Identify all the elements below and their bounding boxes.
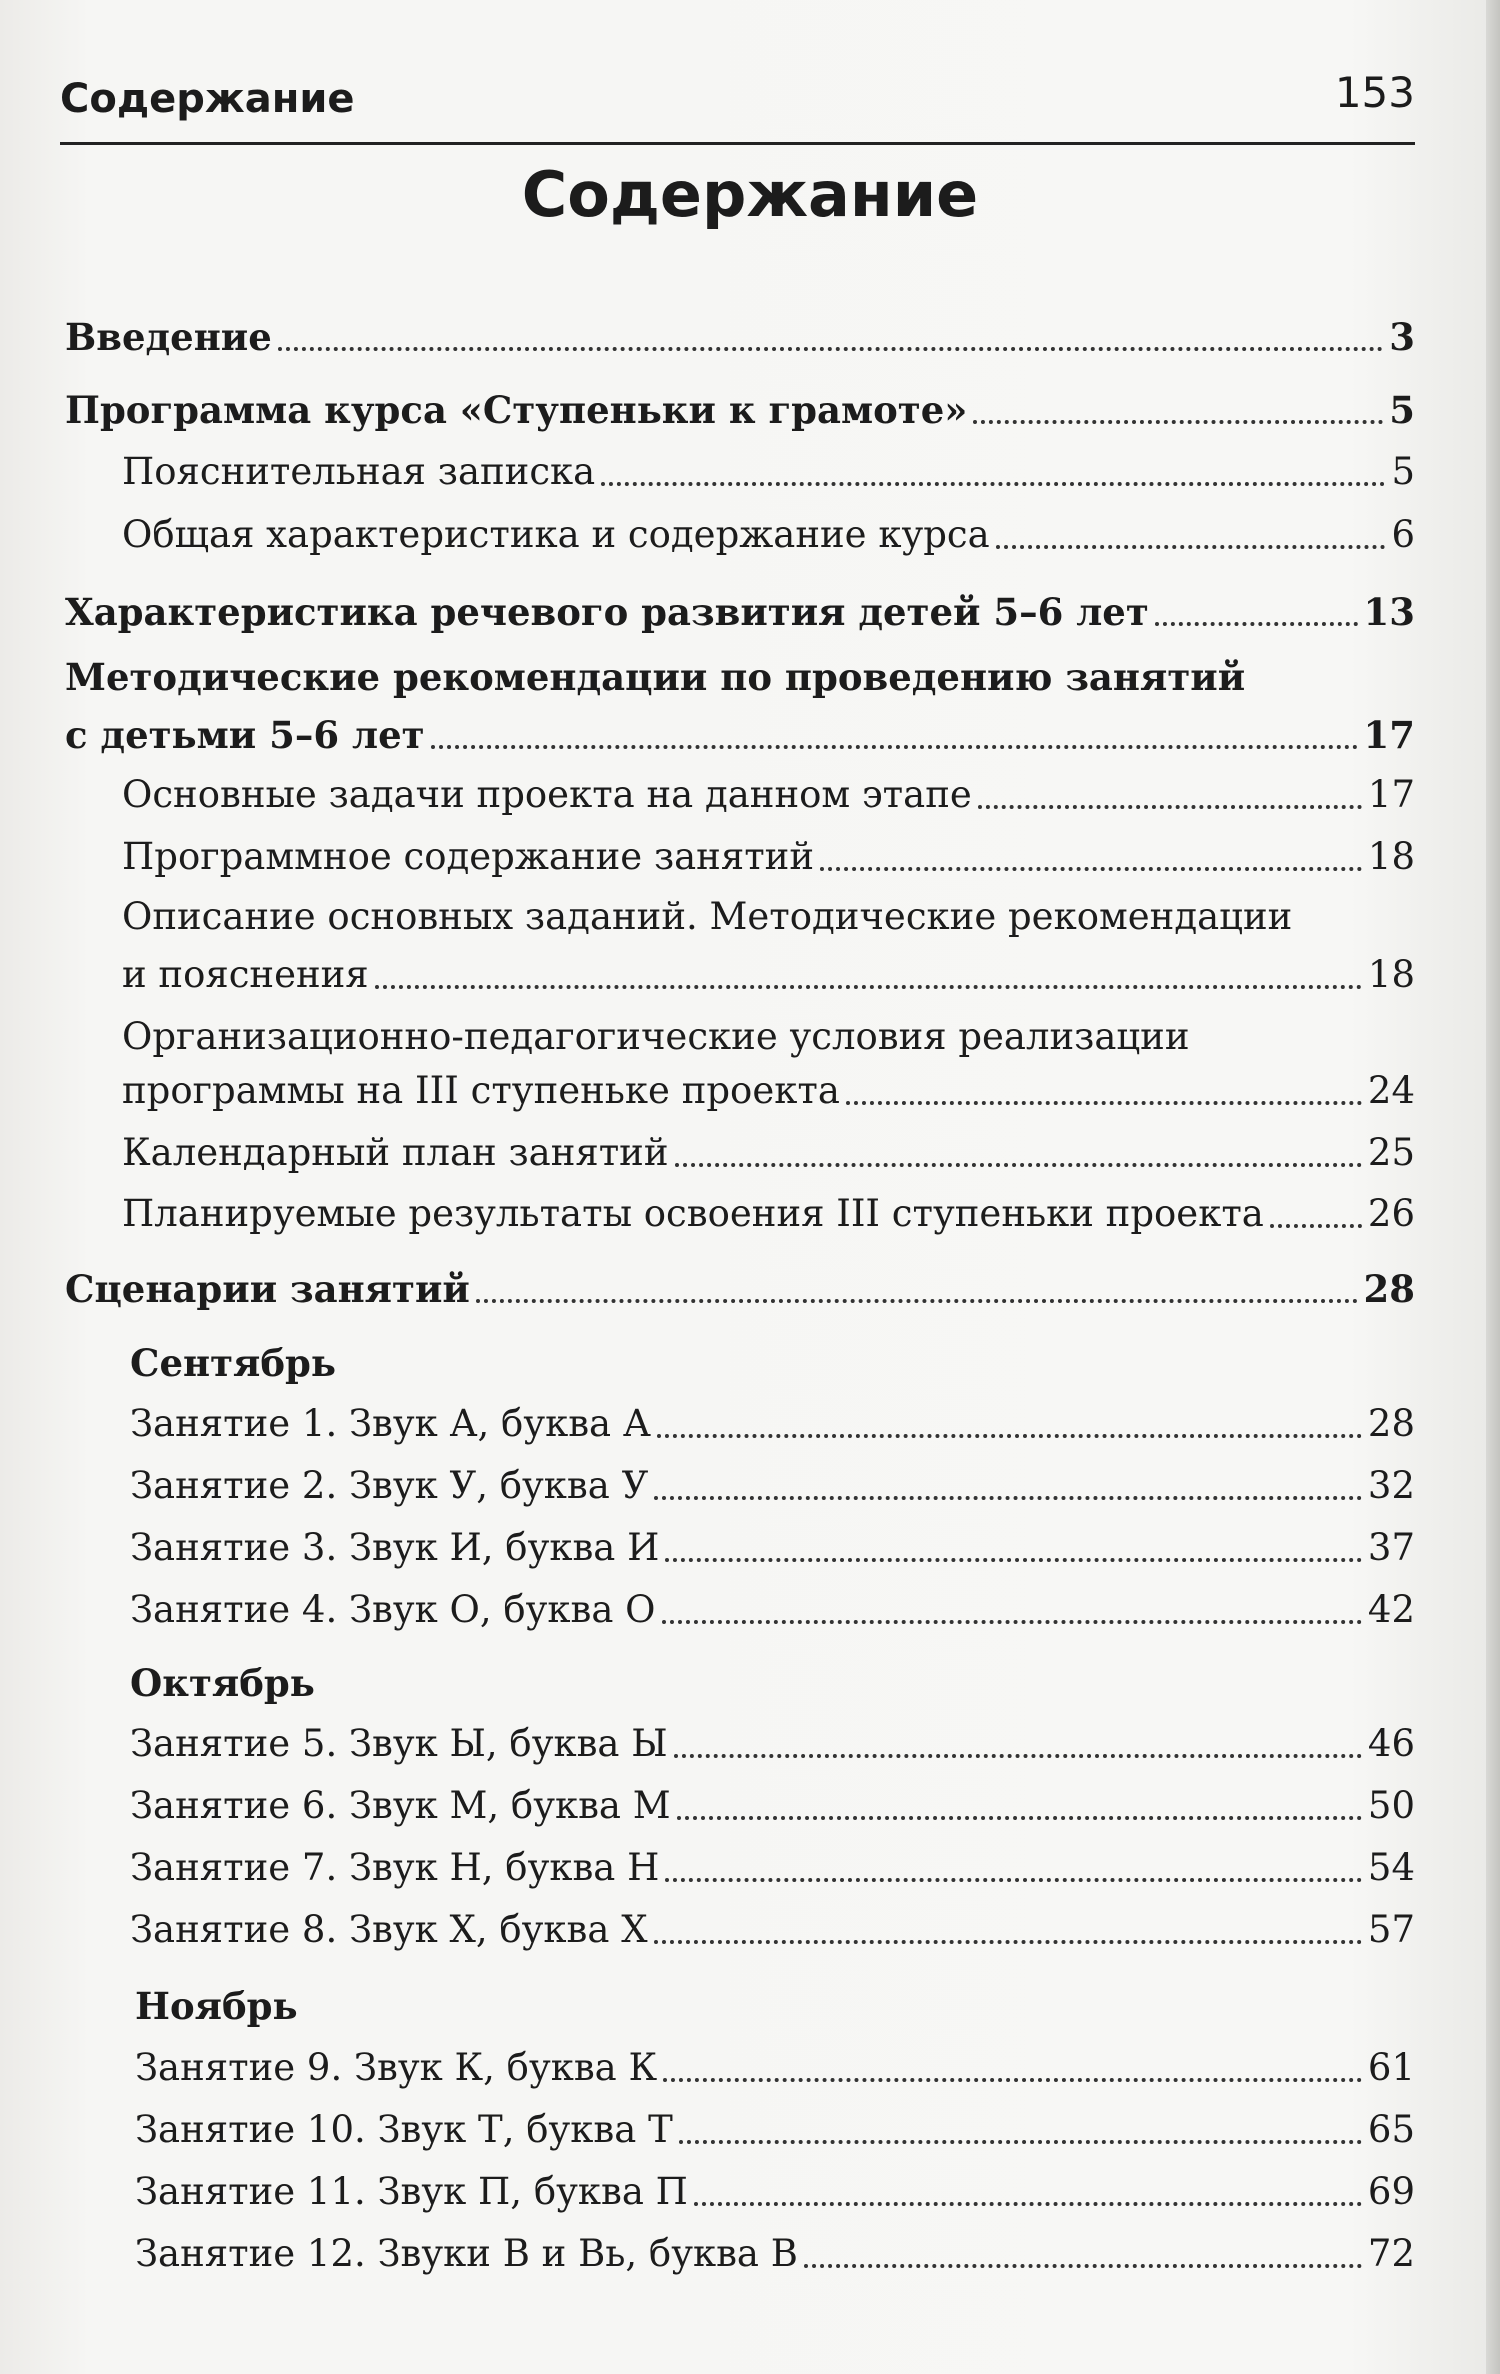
- toc-lesson-entry[interactable]: [130, 1779, 1415, 1833]
- toc-entry-label: Планируемые результаты освоения III ступеньки проекта: [122, 1192, 1264, 1235]
- dot-leader: [820, 867, 1362, 871]
- page-number: 153: [1334, 68, 1415, 117]
- toc-entry-label: и пояснения: [122, 953, 369, 996]
- toc-entry-program-content[interactable]: [122, 830, 1415, 884]
- toc-entry-label: Занятие 8. Звук Х, буква Х: [130, 1908, 648, 1951]
- toc-entry-label: Занятие 12. Звуки В и Вь, буква В: [135, 2232, 798, 2275]
- page-title: Содержание: [521, 158, 979, 231]
- toc-lesson-entry[interactable]: [135, 2165, 1415, 2219]
- dot-leader: [677, 1816, 1362, 1820]
- dot-leader: [657, 1434, 1362, 1438]
- toc-entry-label: Занятие 7. Звук Н, буква Н: [130, 1846, 660, 1889]
- toc-entry-label: Календарный план занятий: [122, 1131, 669, 1174]
- toc-entry-page: 46: [1367, 1722, 1415, 1765]
- toc-entry-label: Программа курса «Ступеньки к грамоте»: [65, 388, 968, 432]
- toc-entry-page: 6: [1391, 513, 1415, 556]
- toc-entry-page: 5: [1389, 388, 1415, 432]
- toc-lesson-entry[interactable]: [130, 1903, 1415, 1957]
- toc-entry-page: 17: [1367, 773, 1415, 816]
- toc-entry-lesson-scenarios[interactable]: [65, 1262, 1415, 1316]
- dot-leader: [662, 1620, 1362, 1624]
- toc-lesson-entry[interactable]: [130, 1397, 1415, 1451]
- toc-lesson-entry[interactable]: [135, 2041, 1415, 2095]
- dot-leader: [996, 545, 1386, 549]
- dot-leader: [278, 347, 1383, 351]
- toc-entry-label: Введение: [65, 315, 272, 359]
- month-heading-september: Сентябрь: [130, 1341, 336, 1385]
- toc-entry-calendar-plan[interactable]: [122, 1126, 1415, 1180]
- toc-entry-introduction[interactable]: [65, 310, 1415, 364]
- dot-leader: [654, 1496, 1362, 1500]
- dot-leader: [476, 1299, 1358, 1303]
- toc-entry-page: 24: [1367, 1069, 1415, 1112]
- toc-entry-main-tasks[interactable]: [122, 768, 1415, 822]
- toc-entry-label: Занятие 1. Звук А, буква А: [130, 1402, 651, 1445]
- toc-lesson-entry[interactable]: [135, 2227, 1415, 2281]
- toc-entry-page: 18: [1367, 953, 1415, 996]
- toc-entry-line1: Организационно-педагогические условия реализации: [122, 1015, 1190, 1058]
- toc-lesson-entry[interactable]: [130, 1841, 1415, 1895]
- toc-entry-line1: Описание основных заданий. Методические рекомендации: [122, 895, 1293, 938]
- toc-entry-course-program[interactable]: [65, 383, 1415, 437]
- toc-entry-explanatory-note[interactable]: [122, 445, 1415, 499]
- toc-entry-speech-development[interactable]: [65, 585, 1415, 639]
- toc-entry-label: Занятие 10. Звук Т, буква Т: [135, 2108, 673, 2151]
- dot-leader: [663, 2078, 1362, 2082]
- toc-entry-page: 5: [1391, 450, 1415, 493]
- dot-leader: [846, 1101, 1362, 1105]
- toc-entry-page: 72: [1367, 2232, 1415, 2275]
- dot-leader: [1155, 622, 1358, 626]
- toc-entry-page: 50: [1367, 1784, 1415, 1827]
- toc-entry-page: 37: [1367, 1526, 1415, 1569]
- toc-entry-label: Основные задачи проекта на данном этапе: [122, 773, 972, 816]
- dot-leader: [973, 420, 1383, 424]
- toc-entry-label: Программное содержание занятий: [122, 835, 814, 878]
- toc-entry-page: 28: [1363, 1267, 1415, 1311]
- toc-lesson-entry[interactable]: [130, 1583, 1415, 1637]
- toc-entry-label: Занятие 3. Звук И, буква И: [130, 1526, 660, 1569]
- dot-leader: [665, 1878, 1362, 1882]
- toc-entry-page: 13: [1363, 590, 1415, 634]
- toc-lesson-entry[interactable]: [130, 1717, 1415, 1771]
- toc-entry-page: 42: [1367, 1588, 1415, 1631]
- toc-entry-label: Характеристика речевого развития детей 5–6 лет: [65, 590, 1149, 634]
- toc-entry-label: Сценарии занятий: [65, 1267, 470, 1311]
- dot-leader: [674, 1754, 1362, 1758]
- toc-entry-page: 3: [1389, 315, 1415, 359]
- toc-entry-label: Занятие 6. Звук М, буква М: [130, 1784, 671, 1827]
- toc-entry-label: программы на III ступеньке проекта: [122, 1069, 840, 1112]
- dot-leader: [375, 985, 1362, 989]
- toc-entry-line1: Методические рекомендации по проведению занятий: [65, 655, 1246, 699]
- toc-entry-label: Общая характеристика и содержание курса: [122, 513, 990, 556]
- toc-entry-page: 25: [1367, 1131, 1415, 1174]
- toc-entry-page: 17: [1363, 713, 1415, 757]
- dot-leader: [1270, 1224, 1362, 1228]
- dot-leader: [665, 1558, 1362, 1562]
- toc-entry-planned-results[interactable]: [122, 1187, 1415, 1241]
- month-heading-october: Октябрь: [130, 1661, 315, 1705]
- dot-leader: [804, 2264, 1362, 2268]
- toc-entry-label: Занятие 5. Звук Ы, буква Ы: [130, 1722, 668, 1765]
- toc-entry-page: 65: [1367, 2108, 1415, 2151]
- toc-entry-page: 32: [1367, 1464, 1415, 1507]
- toc-entry-methodical-recommendations[interactable]: [65, 708, 1415, 762]
- toc-lesson-entry[interactable]: [135, 2103, 1415, 2157]
- dot-leader: [601, 482, 1385, 486]
- dot-leader: [431, 745, 1358, 749]
- running-head-title: Содержание: [60, 76, 355, 122]
- toc-entry-page: 18: [1367, 835, 1415, 878]
- toc-lesson-entry[interactable]: [130, 1459, 1415, 1513]
- dot-leader: [654, 1940, 1362, 1944]
- toc-entry-label: Занятие 9. Звук К, буква К: [135, 2046, 658, 2089]
- dot-leader: [679, 2140, 1362, 2144]
- toc-entry-page: 54: [1367, 1846, 1415, 1889]
- dot-leader: [694, 2202, 1362, 2206]
- toc-entry-label: с детьми 5–6 лет: [65, 713, 425, 757]
- toc-entry-page: 57: [1367, 1908, 1415, 1951]
- toc-entry-task-description[interactable]: [122, 948, 1415, 1002]
- toc-entry-label: Занятие 11. Звук П, буква П: [135, 2170, 688, 2213]
- toc-entry-page: 61: [1367, 2046, 1415, 2089]
- toc-entry-page: 28: [1367, 1402, 1415, 1445]
- dot-leader: [675, 1163, 1362, 1167]
- toc-entry-course-overview[interactable]: [122, 508, 1415, 562]
- toc-entry-label: Пояснительная записка: [122, 450, 596, 493]
- toc-entry-organizational-conditions[interactable]: [122, 1064, 1415, 1118]
- dot-leader: [978, 805, 1362, 809]
- toc-entry-page: 69: [1367, 2170, 1415, 2213]
- toc-entry-label: Занятие 2. Звук У, буква У: [130, 1464, 649, 1507]
- month-heading-november: Ноябрь: [135, 1984, 298, 2028]
- toc-entry-page: 26: [1367, 1192, 1415, 1235]
- toc-entry-label: Занятие 4. Звук О, буква О: [130, 1588, 656, 1631]
- page-edge-shadow: [1486, 0, 1500, 2374]
- toc-lesson-entry[interactable]: [130, 1521, 1415, 1575]
